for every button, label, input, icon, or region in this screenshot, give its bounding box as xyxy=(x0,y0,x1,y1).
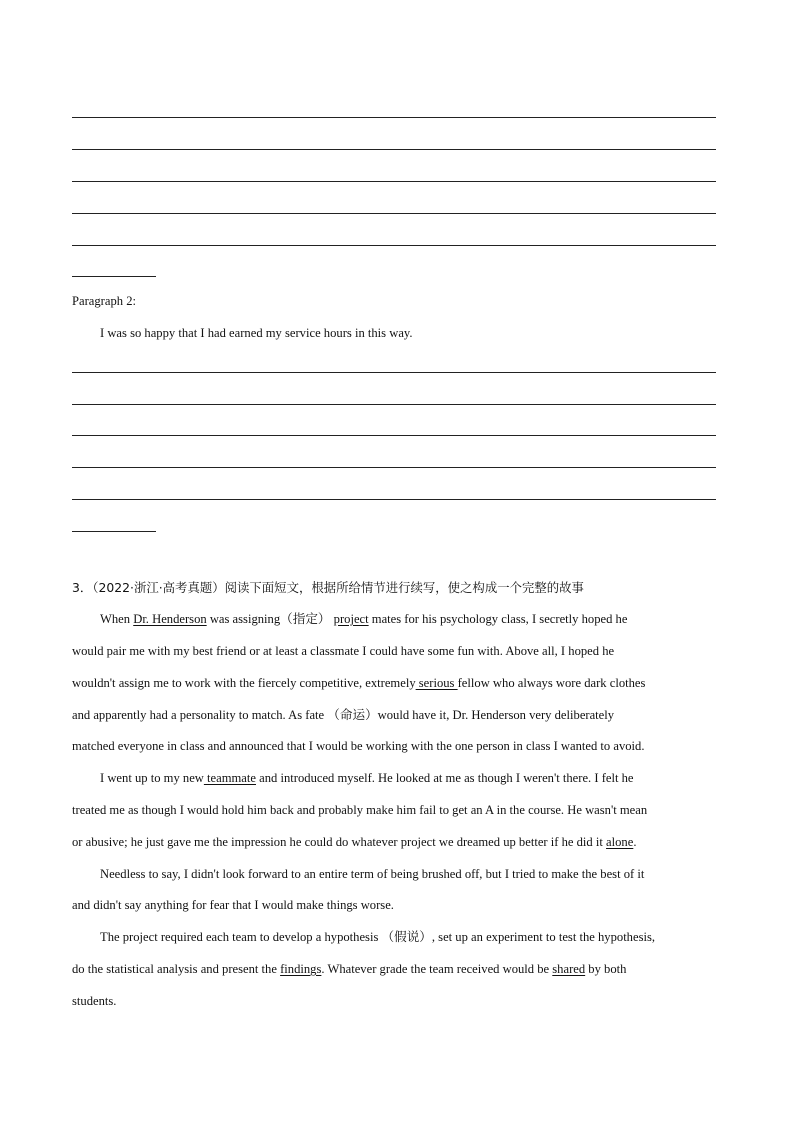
passage-line xyxy=(72,706,614,724)
answer-line xyxy=(72,372,716,373)
passage-text: or abusive; he just gave me the impression he could do whatever project we dreamed up better if he did it xyxy=(72,835,607,849)
underlined-word: teammate xyxy=(203,771,256,785)
passage-line xyxy=(72,992,116,1010)
passage-line xyxy=(72,642,614,660)
passage-text: treated me as though I would hold him back and probably make him fail to get an A in the course. He wasn't mean xyxy=(72,803,648,817)
answer-line xyxy=(72,404,716,405)
question3-heading xyxy=(72,579,584,597)
passage-line xyxy=(72,960,626,978)
passage-text: was assigning（指定） xyxy=(206,612,334,626)
underlined-word: Dr. Henderson xyxy=(133,612,207,626)
passage-line xyxy=(100,865,644,883)
passage-text: would pair me with my best friend or at least a classmate I could have some fun with. Above all, I hoped he xyxy=(72,644,615,658)
answer-line xyxy=(72,435,716,436)
passage-line xyxy=(100,769,634,787)
answer-line xyxy=(72,213,716,214)
answer-line xyxy=(72,117,716,118)
passage-text: do the statistical analysis and present the xyxy=(72,962,281,976)
question-instruction: 阅读下面短文，根据所给情节进行续写，使之构成一个完整的故事 xyxy=(224,580,584,595)
passage-line xyxy=(72,896,394,914)
passage-text: fellow who always wore dark clothes xyxy=(457,676,646,690)
passage-text: . Whatever grade the team received would be xyxy=(321,962,553,976)
passage-line xyxy=(72,833,636,851)
answer-line-short xyxy=(72,531,156,532)
question-source: （2022·浙江·高考真题） xyxy=(92,580,225,595)
passage-line xyxy=(100,610,627,628)
passage-text: and introduced myself. He looked at me as though I weren't there. I felt he xyxy=(256,771,634,785)
passage-line xyxy=(100,928,655,946)
underlined-word: alone xyxy=(606,835,634,849)
underlined-word: project xyxy=(333,612,369,626)
passage-text: The project required each team to develop a hypothesis （假说）, set up an experiment to test the hypothesis, xyxy=(100,930,656,944)
passage-text: students. xyxy=(72,994,117,1008)
underlined-word: serious xyxy=(415,676,458,690)
passage-text: and apparently had a personality to match. As fate （命运）would have it, Dr. Henderson very deliberately xyxy=(72,708,615,722)
underlined-word: shared xyxy=(552,962,586,976)
answer-line xyxy=(72,149,716,150)
paragraph2-label: Paragraph 2: xyxy=(72,294,136,308)
paragraph2-opening: I was so happy that I had earned my service hours in this way. xyxy=(100,326,413,340)
passage-text: I went up to my new xyxy=(100,771,204,785)
answer-line xyxy=(72,245,716,246)
passage-text: . xyxy=(633,835,637,849)
passage-text: by both xyxy=(585,962,627,976)
passage-line xyxy=(72,674,645,692)
answer-line-short xyxy=(72,276,156,277)
passage-line xyxy=(72,801,647,819)
passage-text: mates for his psychology class, I secretly hoped he xyxy=(368,612,628,626)
passage-text: wouldn't assign me to work with the fiercely competitive, extremely xyxy=(72,676,416,690)
question-number: 3． xyxy=(72,580,93,595)
underlined-word: findings xyxy=(280,962,322,976)
answer-line xyxy=(72,499,716,500)
answer-line xyxy=(72,467,716,468)
passage-text: When xyxy=(100,612,134,626)
passage-text: and didn't say anything for fear that I would make things worse. xyxy=(72,898,394,912)
passage-line xyxy=(72,737,645,755)
passage-text: matched everyone in class and announced that I would be working with the one person in class I wanted to avoid. xyxy=(72,739,645,753)
answer-line xyxy=(72,181,716,182)
passage-text: Needless to say, I didn't look forward to an entire term of being brushed off, but I tried to make the best of it xyxy=(100,867,645,881)
